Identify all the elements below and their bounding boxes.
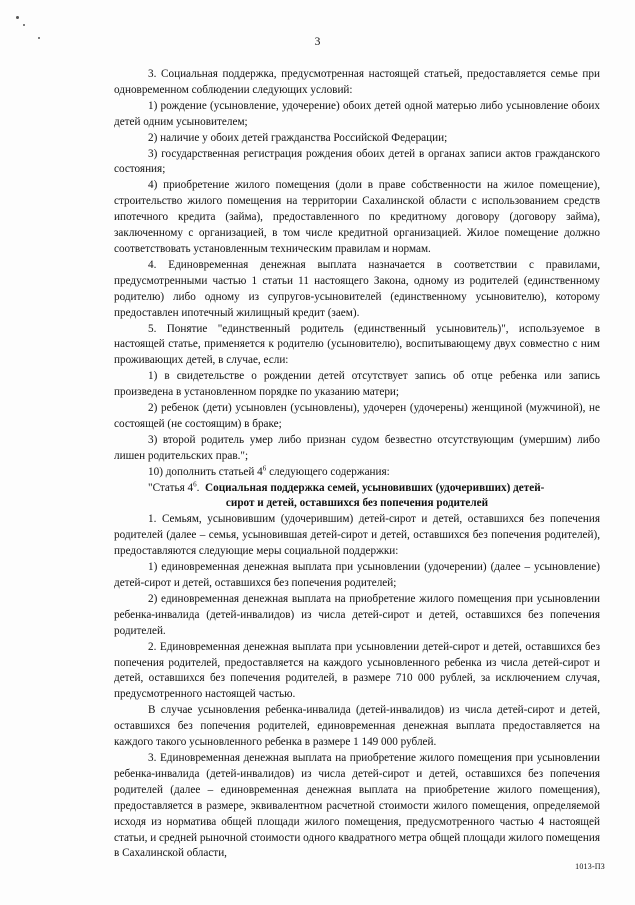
paragraph: 1) рождение (усыновление, удочерение) обоих детей одной матерью либо усыновление обоих детей одним усыновителем; [114, 99, 600, 128]
paragraph [114, 465, 600, 481]
superscript: 6 [262, 463, 267, 472]
scan-speck [16, 16, 19, 19]
paragraph: 5. Понятие "единственный родитель (единственный усыновитель)", используемое в настоящей статье, применяется к родителю (усыновителю), воспитывающему двух совместно с ним проживающих детей, в случае, если: [114, 322, 600, 367]
paragraph: 2. Единовременная денежная выплата при усыновлении детей-сирот и детей, оставшихся без попечения родителей, предоставляется на каждого усыновленного ребенка из числа детей-сирот и детей, оставшихся без попечения родителей, в размере 710 000 рублей, за исключением случая, предусмотренного настоящей частью. [114, 640, 600, 701]
paragraph-text: . [196, 481, 206, 494]
superscript: 6 [193, 479, 197, 488]
paragraph: 3) второй родитель умер либо признан судом безвестно отсутствующим (умершим) либо лишен родительских прав."; [114, 433, 600, 462]
paragraph [114, 481, 600, 497]
paragraph-text: "Статья 4 [148, 481, 194, 494]
article-heading: сирот и детей, оставшихся без попечения родителей [225, 497, 489, 510]
scan-speck [23, 24, 25, 26]
paragraph: 2) единовременная денежная выплата на приобретение жилого помещения при усыновлении ребенка-инвалида (детей-инвалидов) из числа детей-сирот и детей, оставшихся без попечения родителей. [114, 592, 600, 637]
paragraph: 2) ребенок (дети) усыновлен (усыновлены), удочерен (удочерены) женщиной (мужчиной), не состоящей (не состоящим) в браке; [114, 402, 600, 430]
document-body [114, 67, 600, 862]
paragraph: 4. Единовременная денежная выплата назначается в соответствии с правилами, предусмотренными частью 1 статьи 11 настоящего Закона, одному из родителей (единственному родителю) либо одному из супругов-усыновителей (единственному усыновителю), которому предоставлен ипотечный жилищный кредит (заем). [114, 258, 600, 319]
paragraph: 4) приобретение жилого помещения (доли в праве собственности на жилое помещение), строительство жилого помещения на территории Сахалинской области с использованием средств ипотечного кредита (займа), предоставленного по кредитному договору (договору займа), заключенному с организацией, в том числе кредитной организацией. Жилое помещение должно соответствовать установленным техническим правилам и нормам. [114, 179, 600, 255]
page-number: 3 [314, 36, 321, 48]
document-code: 1013-ПЗ [575, 862, 605, 871]
paragraph-text: 10) дополнить статьей 4 [148, 465, 263, 478]
paragraph: В случае усыновления ребенка-инвалида (детей-инвалидов) из числа детей-сирот и детей, оставшихся без попечения родителей, единовременная денежная выплата предоставляется на каждого такого усыновленного ребенка в размере 1 149 000 рублей. [114, 704, 600, 749]
paragraph: 3. Социальная поддержка, предусмотренная настоящей статьей, предоставляется семье при одновременном соблюдении следующих условий: [114, 68, 600, 96]
paragraph: 3) государственная регистрация рождения обоих детей в органах записи актов гражданского состояния; [114, 147, 600, 176]
paragraph: 1) в свидетельстве о рождении детей отсутствует запись об отце ребенка или запись произведена в установленном порядке по указанию матери; [114, 370, 600, 399]
paragraph: 3. Единовременная денежная выплата на приобретение жилого помещения при усыновлении ребенка-инвалида (детей-инвалидов) из числа детей-сирот и детей, оставшихся без попечения родителей (далее – единовременная денежная выплата на приобретение жилого помещения), предоставляется в размере, эквивалентном расчетной стоимости жилого помещения, определяемой исходя из норматива общей площади жилого помещения, предусмотренного частью 4 настоящей статьи, и средней рыночной стоимости одного квадратного метра общей площади жилого помещения в Сахалинской области, [114, 751, 601, 860]
article-title: Социальная поддержка семей, усыновивших (удочеривших) детей- [205, 481, 545, 494]
paragraph-text: следующего содержания: [266, 465, 390, 478]
paragraph: 2) наличие у обоих детей гражданства Российской Федерации; [148, 131, 448, 144]
paragraph: 1) единовременная денежная выплата при усыновлении (удочерении) (далее – усыновление) детей-сирот и детей, оставшихся без попечения родителей; [114, 561, 600, 589]
paragraph: 1. Семьям, усыновившим (удочерившим) детей-сирот и детей, оставшихся без попечения родителей (далее – семья, усыновившая детей-сирот и детей, оставшихся без попечения родителей), предоставляются следующие меры социальной поддержки: [114, 513, 600, 558]
